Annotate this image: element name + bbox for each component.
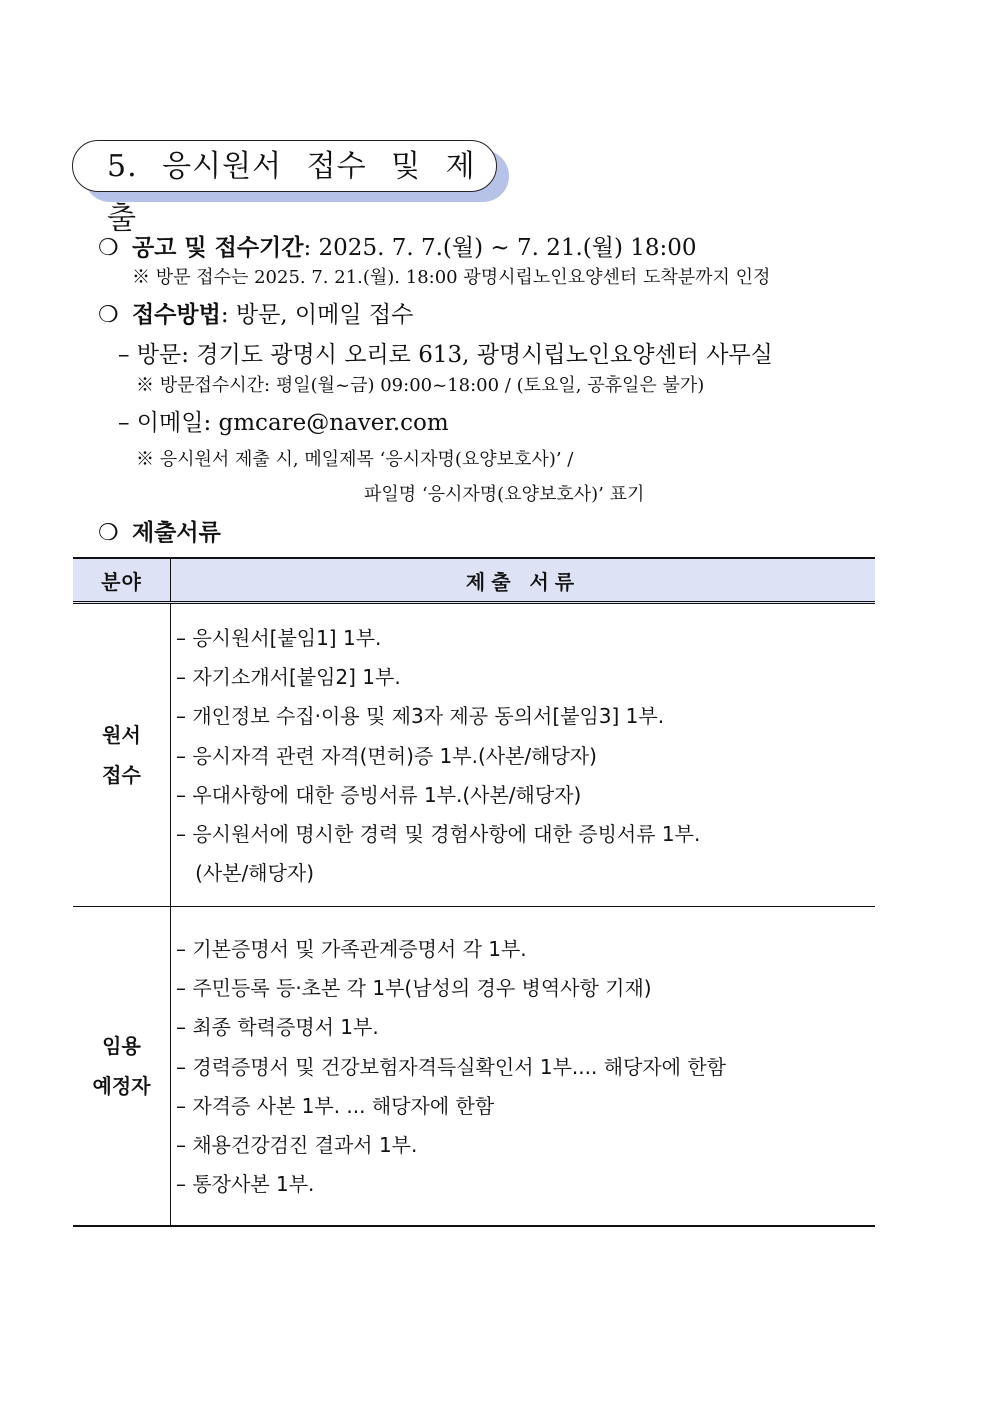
method-line — [98, 296, 413, 329]
items-cell — [171, 603, 876, 907]
visit-line: – 방문: 경기도 광명시 오리로 613, 광명시립노인요양센터 사무실 — [118, 342, 773, 368]
email-line: – 이메일: gmcare@naver.com — [118, 410, 449, 436]
list-item: – 최종 학력증명서 1부. — [176, 1015, 379, 1040]
list-item: – 응시원서에 명시한 경력 및 경험사항에 대한 증빙서류 1부. — [176, 822, 701, 847]
category-cell — [73, 603, 171, 907]
documents-table — [73, 557, 875, 1227]
list-item: – 개인정보 수집·이용 및 제3자 제공 동의서[붙임3] 1부. — [176, 704, 665, 729]
list-item: – 자격증 사본 1부. ... 해당자에 한함 — [176, 1093, 495, 1118]
email-note-2: 파일명 ‘응시자명(요양보호사)’ 표기 — [364, 484, 645, 505]
section-title-box — [72, 140, 512, 236]
category-line: 접수 — [102, 763, 141, 787]
list-item: – 우대사항에 대한 증빙서류 1부.(사본/해당자) — [176, 782, 582, 807]
category-line: 예정자 — [92, 1074, 151, 1098]
period-note: ※ 방문 접수는 2025. 7. 21.(월). 18:00 광명시립노인요양센터 도착분까지 인정 — [132, 267, 771, 288]
documents-heading — [98, 514, 221, 547]
list-item: – 기본증명서 및 가족관계증명서 각 1부. — [176, 937, 527, 961]
list-item: – 채용건강검진 결과서 1부. — [176, 1133, 418, 1158]
circle-bullet-icon: ❍ — [98, 235, 119, 261]
list-item: – 응시원서[붙임1] 1부. — [176, 626, 382, 650]
period-line — [98, 229, 697, 262]
circle-bullet-icon: ❍ — [98, 520, 119, 546]
list-item: – 통장사본 1부. — [176, 1172, 315, 1197]
list-item: (사본/해당자) — [176, 861, 315, 886]
table-header-row — [73, 558, 875, 603]
circle-bullet-icon: ❍ — [98, 302, 119, 328]
header-docs: 제출 서류 — [171, 558, 876, 603]
visit-note: ※ 방문접수시간: 평일(월~금) 09:00~18:00 / (토요일, 공휴일은 불가) — [136, 375, 705, 396]
category-cell — [73, 907, 171, 1227]
method-value: : 방문, 이메일 접수 — [220, 302, 414, 328]
items-cell — [171, 907, 876, 1227]
table-row — [73, 907, 875, 1227]
list-item: – 주민등록 등·초본 각 1부(남성의 경우 병역사항 기재) — [176, 976, 652, 1001]
list-item: – 응시자격 관련 자격(면허)증 1부.(사본/해당자) — [176, 743, 597, 768]
table-row — [73, 603, 875, 907]
period-value: : 2025. 7. 7.(월) ~ 7. 21.(월) 18:00 — [303, 235, 697, 261]
category-line: 임용 — [102, 1034, 141, 1058]
category-line: 원서 — [102, 723, 141, 747]
method-label: 접수방법 — [131, 301, 221, 328]
header-category: 분야 — [73, 558, 171, 603]
period-label: 공고 및 접수기간 — [131, 234, 304, 261]
documents-label: 제출서류 — [131, 519, 221, 546]
list-item: – 자기소개서[붙임2] 1부. — [176, 665, 401, 690]
list-item: – 경력증명서 및 건강보험자격득실확인서 1부.... 해당자에 한함 — [176, 1054, 726, 1079]
section-title: 5. 응시원서 접수 및 제출 — [72, 140, 497, 192]
email-note-1: ※ 응시원서 제출 시, 메일제목 ‘응시자명(요양보호사)’ / — [136, 449, 574, 470]
